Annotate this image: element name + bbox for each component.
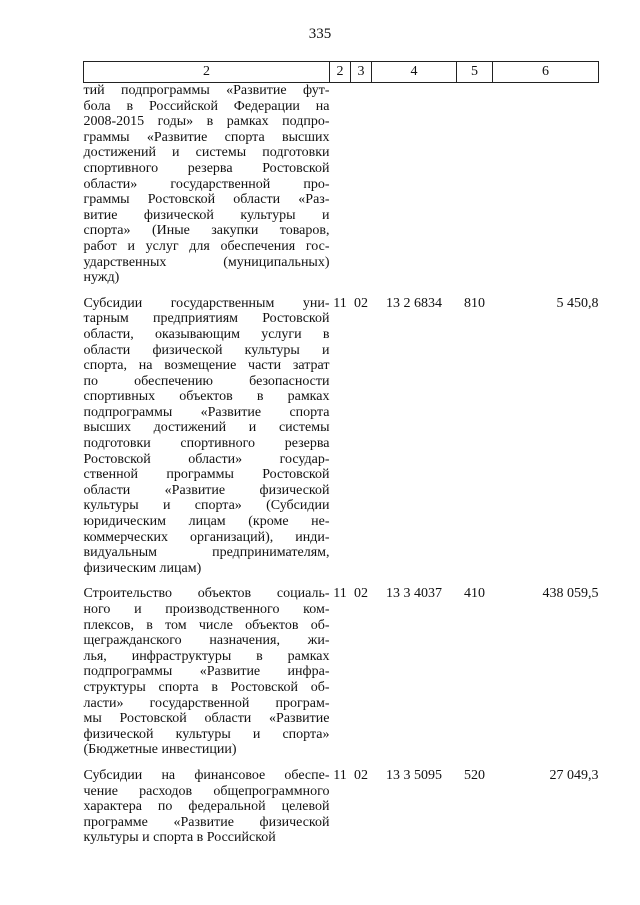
description-line: нужд): [83, 270, 120, 286]
description-line: Ростовской области» государ-: [83, 451, 330, 467]
description-line: видуальным предпринимателям,: [83, 545, 330, 561]
description-line: Субсидии на финансовое обеспе-: [83, 767, 330, 783]
row-expense-type: [457, 83, 493, 286]
row-expense-type: 410: [464, 586, 485, 602]
row-section-code: 11: [333, 295, 347, 311]
row-description: [84, 768, 330, 846]
description-line: характера по федеральной целевой: [83, 799, 330, 815]
description-line: мы Ростовской области «Развитие: [83, 711, 330, 727]
description-line: по обеспечению безопасности: [83, 373, 330, 389]
description-line: подпрограммы «Развитие инфра-: [83, 664, 330, 680]
description-line: тий подпрограммы «Развитие фут-: [83, 83, 330, 98]
table-row: [84, 83, 599, 286]
table-row: [84, 768, 599, 846]
row-amount: [493, 83, 599, 286]
table-body: [84, 83, 599, 846]
description-line: граммы Ростовской области «Раз-: [83, 192, 330, 208]
description-line: спорта, на возмещение части затрат: [83, 358, 330, 374]
description-line: достижений и системы подготовки: [83, 145, 330, 161]
description-line: Субсидии государственным уни-: [83, 295, 330, 311]
row-subsection-code: 02: [354, 586, 368, 602]
description-line: витие физической культуры и: [83, 207, 330, 223]
description-line: юридическим лицам (кроме не-: [83, 514, 330, 530]
row-description: [84, 296, 330, 577]
row-expense-type: 520: [464, 767, 485, 783]
row-section-code: [330, 83, 351, 286]
description-line: культуры и спорта в Российской: [83, 830, 276, 846]
description-line: физической культуры и спорта»: [83, 726, 330, 742]
header-col-subsection: 3: [351, 62, 372, 83]
header-col-description: 2: [84, 62, 330, 83]
row-target-article: 13 2 6834: [386, 295, 442, 311]
description-line: спортивных объектов в рамках: [83, 389, 330, 405]
row-target-article: [372, 83, 457, 286]
row-description: [84, 586, 330, 758]
description-line: тарным предприятиям Ростовской: [83, 311, 330, 327]
row-spacer: [84, 286, 599, 296]
budget-table: [83, 61, 599, 846]
description-line: спортивного резерва Ростовской: [83, 160, 330, 176]
description-line: структуры спорта в Ростовской об-: [83, 679, 330, 695]
page-number: 335: [308, 26, 332, 42]
row-section-code: 11: [333, 767, 347, 783]
header-col-section: 2: [330, 62, 351, 83]
description-line: культуры и спорта» (Субсидии: [83, 498, 330, 514]
row-subsection-code: [351, 83, 372, 286]
description-line: бола в Российской Федерации на: [83, 98, 330, 114]
table-row: [84, 296, 599, 577]
row-spacer: [84, 576, 599, 586]
description-line: ного и производственного ком-: [83, 602, 330, 617]
description-line: щегражданского назначения, жи-: [83, 633, 330, 649]
description-line: области физической культуры и: [83, 342, 330, 358]
description-line: области «Развитие физической: [83, 482, 330, 498]
description-line: плексов, в том числе объектов об-: [83, 617, 330, 633]
row-target-article: 13 3 4037: [386, 586, 442, 602]
description-line: чение расходов общепрограммного: [83, 783, 330, 799]
description-line: ударственных (муниципальных): [83, 254, 330, 270]
description-line: программе «Развитие физической: [83, 814, 330, 830]
row-section-code: 11: [333, 586, 347, 602]
header-col-expense-type: 5: [457, 62, 493, 83]
description-line: высших достижений и системы: [83, 420, 330, 436]
row-subsection-code: 02: [354, 295, 368, 311]
description-line: 2008-2015 годы» в рамках подпро-: [83, 114, 330, 130]
row-expense-type: 810: [464, 295, 485, 311]
description-line: граммы «Развитие спорта высших: [83, 129, 330, 145]
table-row: [84, 586, 599, 758]
description-line: физическим лицам): [83, 560, 202, 576]
row-subsection-code: 02: [354, 767, 368, 783]
description-line: спорта» (Иные закупки товаров,: [83, 223, 330, 239]
header-col-target-article: 4: [372, 62, 457, 83]
description-line: подготовки спортивного резерва: [83, 436, 330, 452]
description-line: ственной программы Ростовской: [83, 467, 330, 483]
description-line: коммерческих организаций), инди-: [83, 529, 330, 545]
description-line: ласти» государственной програм-: [83, 695, 330, 711]
description-line: области, оказывающим услуги в: [83, 326, 330, 342]
row-spacer: [84, 758, 599, 768]
table-header-row: [84, 62, 599, 83]
description-line: подпрограммы «Развитие спорта: [83, 404, 330, 420]
row-amount: 5 450,8: [556, 295, 599, 311]
row-target-article: 13 3 5095: [386, 767, 442, 783]
description-line: Строительство объектов социаль-: [83, 586, 330, 602]
row-amount: 27 049,3: [549, 767, 599, 783]
description-line: (Бюджетные инвестиции): [83, 742, 237, 758]
row-amount: 438 059,5: [542, 586, 599, 602]
row-description: [84, 83, 330, 286]
header-col-amount: 6: [493, 62, 599, 83]
description-line: работ и услуг для обеспечения гос-: [83, 238, 330, 254]
description-line: области» государственной про-: [83, 176, 330, 192]
description-line: лья, инфраструктуры в рамках: [83, 648, 330, 664]
